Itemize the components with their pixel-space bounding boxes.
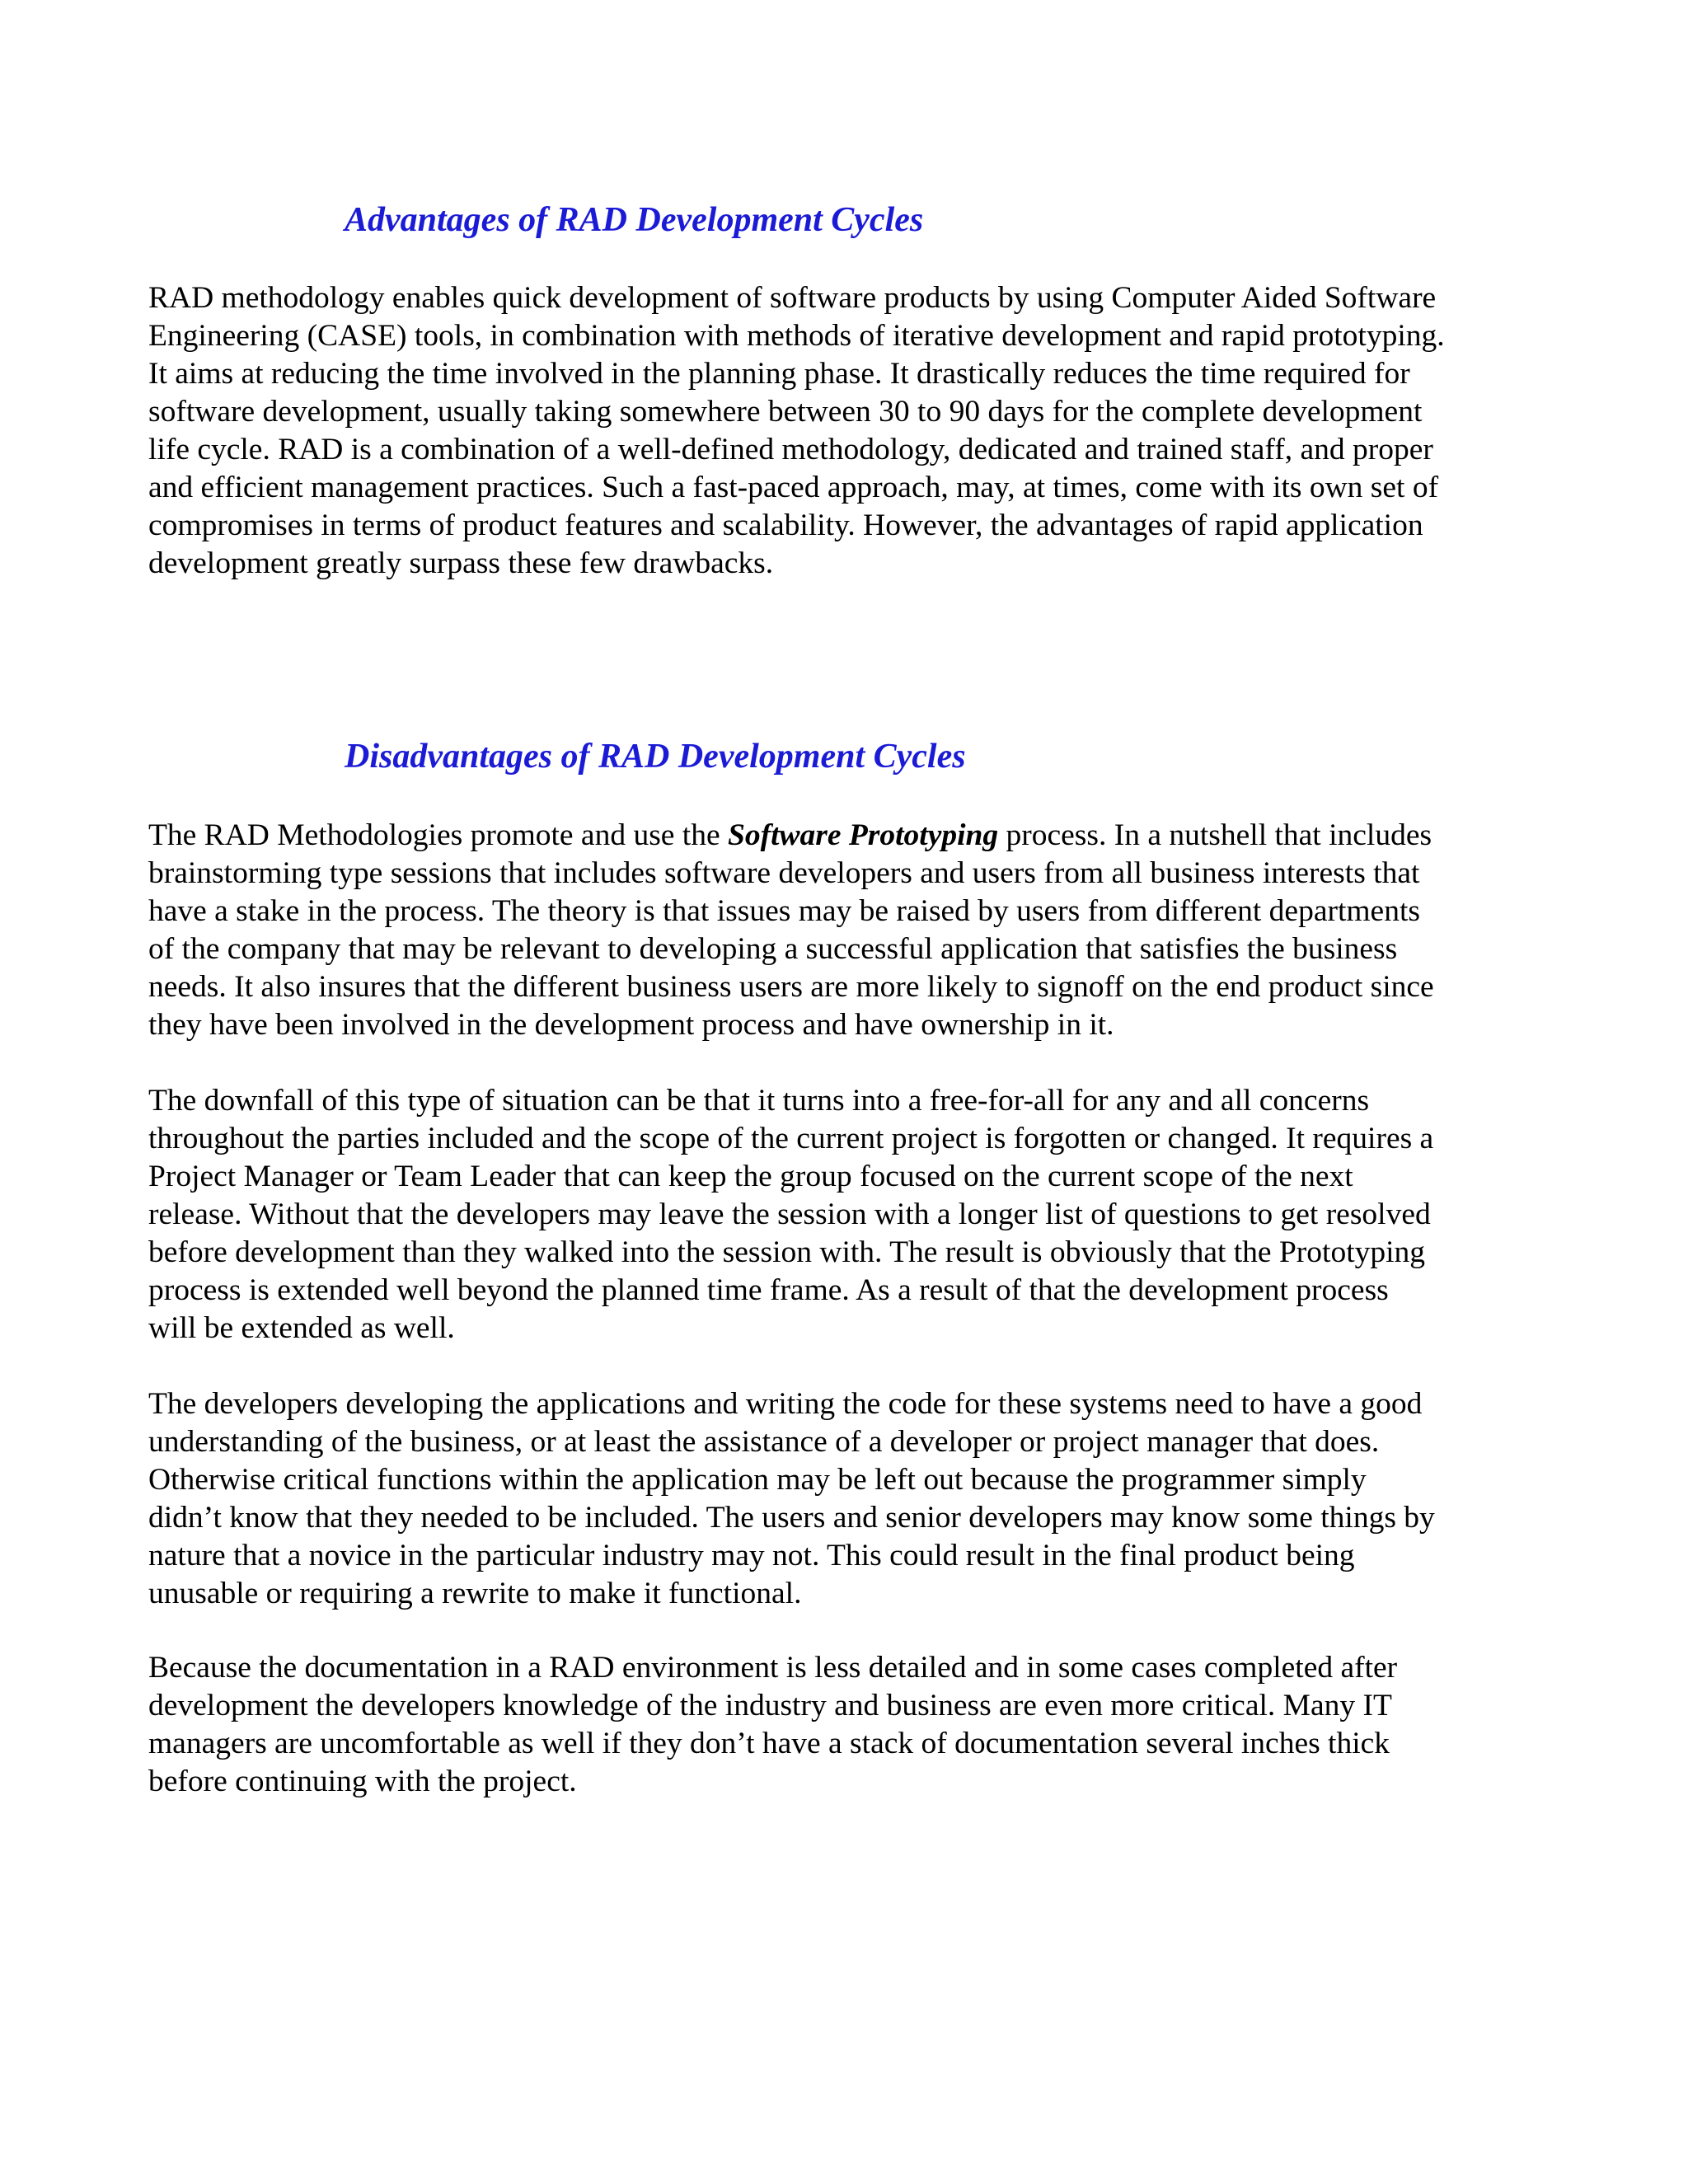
text-line: before continuing with the project. xyxy=(148,1765,577,1798)
text-line: RAD methodology enables quick development of software products by using Computer Aided Software xyxy=(148,281,1437,315)
heading-disadvantages: Disadvantages of RAD Development Cycles xyxy=(345,738,966,776)
text-line xyxy=(148,817,1550,855)
text-line: Engineering (CASE) tools, in combination with methods of iterative development and rapid prototyping. xyxy=(148,319,1445,353)
text-line: Project Manager or Team Leader that can keep the group focused on the current scope of the next xyxy=(148,1160,1353,1193)
paragraph-advantages xyxy=(148,279,1550,583)
text-line: development the developers knowledge of the industry and business are even more critical. Many IT xyxy=(148,1689,1392,1722)
text-line: and efficient management practices. Such a fast-paced approach, may, at times, come with its own set of xyxy=(148,471,1439,504)
text-line: throughout the parties included and the scope of the current project is forgotten or changed. It requires a xyxy=(148,1122,1434,1155)
text-line: It aims at reducing the time involved in the planning phase. It drastically reduces the time required for xyxy=(148,357,1410,391)
heading-advantages: Advantages of RAD Development Cycles xyxy=(345,201,924,239)
paragraph-disadvantages-4 xyxy=(148,1649,1550,1801)
text-line: before development than they walked into the session with. The result is obviously that the Prototyping xyxy=(148,1235,1426,1269)
text-line: will be extended as well. xyxy=(148,1311,455,1345)
text-line: nature that a novice in the particular industry may not. This could result in the final product being xyxy=(148,1539,1355,1572)
text-line: brainstorming type sessions that includes software developers and users from all business interests that xyxy=(148,856,1420,890)
text-line: they have been involved in the development process and have ownership in it. xyxy=(148,1008,1114,1042)
text-line: have a stake in the process. The theory is that issues may be raised by users from different departments xyxy=(148,894,1420,928)
text-line: compromises in terms of product features and scalability. However, the advantages of rapid application xyxy=(148,509,1423,542)
text-line: didn’t know that they needed to be included. The users and senior developers may know some things by xyxy=(148,1501,1435,1535)
text-line: software development, usually taking somewhere between 30 to 90 days for the complete development xyxy=(148,395,1423,429)
text-line: The downfall of this type of situation can be that it turns into a free-for-all for any and all concerns xyxy=(148,1084,1370,1118)
text-line: release. Without that the developers may leave the session with a longer list of questions to get resolved xyxy=(148,1197,1431,1231)
emphasis-software-prototyping: Software Prototyping xyxy=(728,818,999,852)
text-line: needs. It also insures that the different business users are more likely to signoff on the end product since xyxy=(148,970,1434,1004)
text-line: development greatly surpass these few drawbacks. xyxy=(148,546,774,580)
text-line: process is extended well beyond the planned time frame. As a result of that the development process xyxy=(148,1273,1389,1307)
text-run: The RAD Methodologies promote and use the xyxy=(148,818,728,852)
text-line: unusable or requiring a rewrite to make it functional. xyxy=(148,1577,802,1610)
text-line: understanding of the business, or at least the assistance of a developer or project manager that does. xyxy=(148,1425,1380,1459)
text-line: Otherwise critical functions within the application may be left out because the programmer simply xyxy=(148,1463,1367,1497)
text-run: process. In a nutshell that includes xyxy=(998,818,1432,852)
text-line: The developers developing the applications and writing the code for these systems need to have a good xyxy=(148,1387,1423,1421)
text-line: managers are uncomfortable as well if they don’t have a stack of documentation several inches thick xyxy=(148,1727,1390,1760)
paragraph-disadvantages-2 xyxy=(148,1082,1550,1347)
text-line: life cycle. RAD is a combination of a well-defined methodology, dedicated and trained staff, and proper xyxy=(148,433,1433,466)
paragraph-disadvantages-3 xyxy=(148,1385,1550,1613)
text-line: Because the documentation in a RAD environment is less detailed and in some cases completed after xyxy=(148,1651,1398,1685)
text-line: of the company that may be relevant to developing a successful application that satisfies the business xyxy=(148,932,1398,966)
paragraph-disadvantages-1 xyxy=(148,817,1550,1044)
